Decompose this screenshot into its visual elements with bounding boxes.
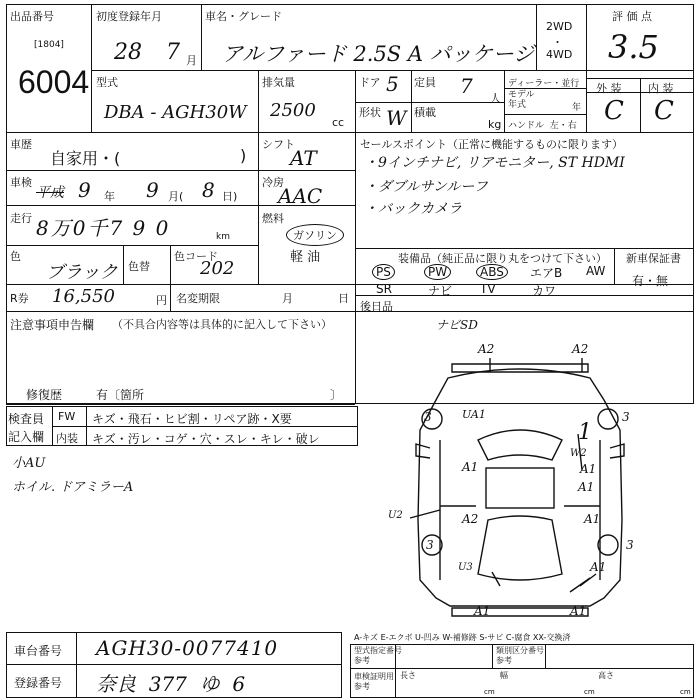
- fuel-label: 燃料: [262, 212, 284, 225]
- damage-legend: A-キズ E-エクボ U-凹み W-補修跡 S-サビ C-腐食 XX-交換済: [354, 633, 571, 642]
- inspection-year-unit: 年: [104, 190, 115, 203]
- mileage-label: 走行: [10, 212, 32, 225]
- drive-4wd: 4WD: [546, 48, 573, 61]
- history-label: 車歴: [10, 138, 32, 151]
- length-unit: cm: [484, 688, 495, 696]
- drive-2wd: 2WD: [546, 20, 573, 33]
- damage-mark: W2: [570, 448, 587, 459]
- plate-number: 奈良 377 ゆ 6: [96, 672, 246, 696]
- shift-label: シフト: [262, 138, 295, 151]
- sales-points-label: セールスポイント（正常に機能するものに限ります）: [360, 138, 624, 151]
- damage-mark: A2: [478, 342, 495, 356]
- equipment-label: 装備品（純正品に限り丸をつけて下さい）: [398, 252, 607, 265]
- interior-check-text: キズ・汚レ・コゲ・穴・スレ・キレ・破レ: [92, 432, 320, 446]
- name-change-label: 名変期限: [176, 292, 220, 305]
- interior-grade: C: [654, 96, 674, 126]
- chassis-label: 車台番号: [14, 644, 63, 658]
- lot-code: [1804]: [34, 40, 64, 50]
- inspection-day: 8: [202, 178, 215, 202]
- damage-mark: 3: [426, 538, 434, 552]
- mileage-unit: km: [216, 232, 230, 242]
- fuel-diesel: 軽 油: [290, 250, 321, 265]
- sales-point-item: ・バックカメラ: [364, 201, 462, 217]
- name-grade-label: 車名・グレード: [205, 10, 282, 23]
- inspection-month-unit: 月(: [168, 190, 184, 203]
- chassis-number: AGH30-0077410: [96, 636, 279, 660]
- width-unit: cm: [584, 688, 595, 696]
- first-reg-month-unit: 月: [186, 54, 197, 67]
- damage-mark: UA1: [462, 408, 486, 421]
- damage-mark: A2: [462, 512, 479, 526]
- lot-no-label: 出品番号: [10, 10, 54, 23]
- damage-mark: A1: [474, 604, 491, 618]
- color-value: ブラック: [46, 262, 118, 283]
- inspection-year: 9: [78, 178, 91, 202]
- damage-mark: U2: [388, 510, 403, 521]
- repair-value: 有〔箇所: [96, 388, 145, 402]
- later-equipment-label: 後日品: [360, 300, 393, 313]
- inspection-day-unit: 日): [222, 190, 238, 203]
- first-reg-label: 初度登録年月: [96, 10, 162, 23]
- displacement: 2500: [270, 100, 316, 121]
- name-grade: アルファード 2.5S A パッケージ: [222, 42, 535, 66]
- handwritten-note: ホイル. ドアミラーA: [12, 480, 134, 495]
- recycle-label: R券: [10, 292, 29, 305]
- ac-value: AAC: [278, 184, 323, 208]
- fuel-gasoline: ガソリン: [286, 224, 344, 246]
- shape-label: 形状: [359, 106, 381, 119]
- repair-close: 〕: [330, 388, 343, 402]
- displacement-label: 排気量: [262, 76, 295, 89]
- interior-check-label: 内装: [56, 432, 78, 445]
- height-unit: cm: [680, 688, 691, 696]
- inspector-label: 検査員: [8, 412, 45, 426]
- equipment-item-pw: PW: [424, 264, 451, 280]
- interior-label: 内 装: [648, 82, 674, 95]
- displacement-unit: cc: [332, 116, 345, 129]
- damage-mark: 3: [424, 410, 432, 424]
- model-label: 型式: [96, 76, 118, 89]
- name-change-day: 日: [338, 292, 349, 305]
- lot-no: 6004: [18, 64, 90, 100]
- first-reg-month: 7: [166, 40, 180, 65]
- mileage-value: 8万0千7 9 0: [36, 216, 171, 240]
- damage-mark: A2: [572, 342, 589, 356]
- damage-mark: 3: [622, 410, 630, 424]
- damage-mark: A1: [462, 460, 479, 474]
- first-reg-year: 28: [114, 40, 142, 65]
- sales-point-item: ・ダブルサンルーフ: [364, 179, 488, 195]
- shape: W: [386, 106, 407, 130]
- damage-mark: 3: [626, 538, 634, 552]
- doors: 5: [386, 72, 399, 96]
- color-label: 色: [10, 250, 21, 263]
- equipment-item-leather: カワ: [532, 284, 557, 298]
- model-year-label: モデル 年式: [508, 90, 535, 110]
- fw-label: FW: [58, 410, 76, 423]
- class-ref-label: 類別区分番号 参考: [496, 646, 544, 665]
- equipment-item-sr: SR: [376, 282, 392, 296]
- score-label: 評 価 点: [612, 10, 652, 23]
- fw-text: キズ・飛石・ヒビ割・リペア跡・X要: [92, 412, 292, 426]
- model: DBA - AGH30W: [104, 102, 247, 123]
- inspection-era: 平成: [36, 185, 64, 201]
- model-ref-label: 型式指定番号 参考: [354, 646, 402, 665]
- capacity-label: 定員: [414, 76, 436, 89]
- dealer-label: ディーラー・並行: [508, 79, 580, 89]
- equipment-item-tv: TV: [480, 282, 496, 296]
- notes-sub: （不具合内容等は具体的に記入して下さい）: [112, 318, 332, 331]
- repair-label: 修復歴: [26, 388, 63, 402]
- color-code-label: 色コード: [174, 250, 218, 263]
- score: 3.5: [608, 28, 659, 66]
- equipment-item-aw: AW: [586, 264, 606, 278]
- drive-dot: ・: [552, 36, 563, 49]
- color-change-label: 色替: [128, 260, 150, 273]
- new-car-value: 有・無: [632, 274, 669, 288]
- damage-mark: A1: [584, 512, 601, 526]
- equipment-item-airbag: エアB: [530, 266, 563, 280]
- inspector-label: 記入欄: [8, 430, 45, 444]
- inspection-month: 9: [146, 178, 159, 202]
- sales-point-item: ・9インチナビ, リアモニター, ST HDMI: [364, 155, 625, 171]
- doors-label: ドア: [359, 76, 381, 89]
- load-label: 積載: [414, 106, 436, 119]
- history-close: ): [240, 146, 247, 165]
- shift-value: AT: [290, 146, 317, 170]
- notes-label: 注意事項申告欄: [10, 318, 95, 332]
- damage-mark: A1: [590, 560, 607, 574]
- capacity: 7: [460, 74, 473, 98]
- damage-mark: 1: [578, 420, 592, 445]
- damage-mark: U3: [458, 562, 473, 573]
- length-label: 長さ: [400, 671, 416, 680]
- damage-mark: A1: [580, 462, 597, 476]
- recycle-value: 16,550: [52, 286, 115, 307]
- damage-mark: A1: [578, 480, 595, 494]
- load-unit: kg: [488, 118, 502, 131]
- equipment-item-navi: ナビ: [428, 284, 453, 298]
- exterior-grade: C: [604, 96, 624, 126]
- body-size-label: 車検証明用 参考: [354, 672, 394, 691]
- capacity-unit: 人: [490, 92, 501, 105]
- handwritten-note: 小AU: [12, 456, 46, 471]
- history-value: 自家用・(: [50, 149, 121, 168]
- exterior-label: 外 装: [596, 82, 622, 95]
- color-code: 202: [200, 258, 235, 279]
- name-change-month: 月: [282, 292, 293, 305]
- equipment-item-abs: ABS: [476, 264, 508, 280]
- year-unit: 年: [572, 103, 582, 113]
- height-label: 高さ: [598, 671, 614, 680]
- recycle-unit: 円: [156, 294, 167, 307]
- inspection-label: 車検: [10, 176, 32, 189]
- later-equipment-value: ナビSD: [436, 318, 478, 332]
- new-car-label: 新車保証書: [626, 252, 681, 265]
- width-label: 幅: [500, 671, 508, 680]
- damage-mark: A1: [570, 604, 587, 618]
- handle-label: ハンドル 左・右: [508, 121, 577, 131]
- equipment-item-ps: PS: [372, 264, 395, 280]
- plate-label: 登録番号: [14, 676, 63, 690]
- ac-label: 冷房: [262, 176, 284, 189]
